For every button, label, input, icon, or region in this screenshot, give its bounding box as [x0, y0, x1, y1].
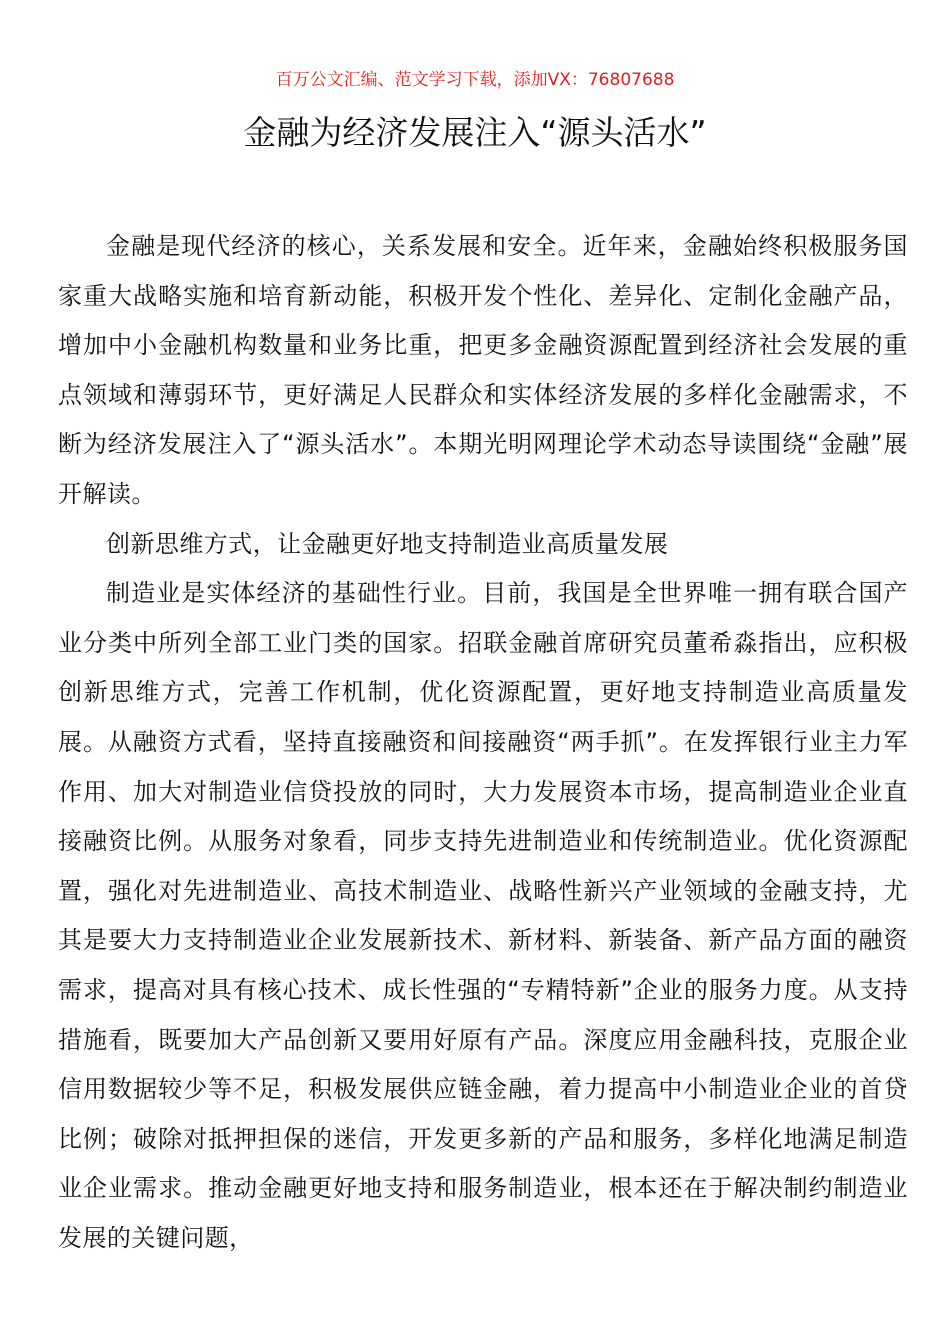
- paragraph-subheading: 创新思维方式，让金融更好地支持制造业高质量发展: [106, 529, 669, 558]
- paragraph-manufacturing: 制造业是实体经济的基础性行业。目前，我国是全世界唯一拥有联合国产业分类中所列全部工业门类的国家。招联金融首席研究员董希淼指出，应积极创新思维方式，完善工作机制，优化资源配置，更好地支持制造业高质量发展。从融资方式看，坚持直接融资和间接融资“两手抓”。在发挥银行业主力军作用、加大对制造业信贷投放的同时，大力发展资本市场，提高制造业企业直接融资比例。从服务对象看，同步支持先进制造业和传统制造业。优化资源配置，强化对先进制造业、高技术制造业、战略性新兴产业领域的金融支持，尤其是要大力支持制造业企业发展新技术、新材料、新装备、新产品方面的融资需求，提高对具有核心技术、成长性强的“专精特新”企业的服务力度。从支持措施看，既要加大产品创新又要用好原有产品。深度应用金融科技，克服企业信用数据较少等不足，积极发展供应链金融，着力提高中小制造业企业的首贷比例；破除对抵押担保的迷信，开发更多新的产品和服务，多样化地满足制造业企业需求。推动金融更好地支持和服务制造业，根本还在于解决制约制造业发展的关键问题，: [58, 579, 908, 1252]
- document-title: 金融为经济发展注入“源头活水”: [243, 113, 707, 152]
- document-body: [58, 222, 908, 1263]
- header-promo-note: 百万公文汇编、范文学习下载，添加VX：76807688: [275, 70, 675, 90]
- paragraph-intro: 金融是现代经济的核心，关系发展和安全。近年来，金融始终积极服务国家重大战略实施和培育新动能，积极开发个性化、差异化、定制化金融产品，增加中小金融机构数量和业务比重，把更多金融资源配置到经济社会发展的重点领域和薄弱环节，更好满足人民群众和实体经济发展的多样化金融需求，不断为经济发展注入了“源头活水”。本期光明网理论学术动态导读围绕“金融”展开解读。: [58, 232, 908, 508]
